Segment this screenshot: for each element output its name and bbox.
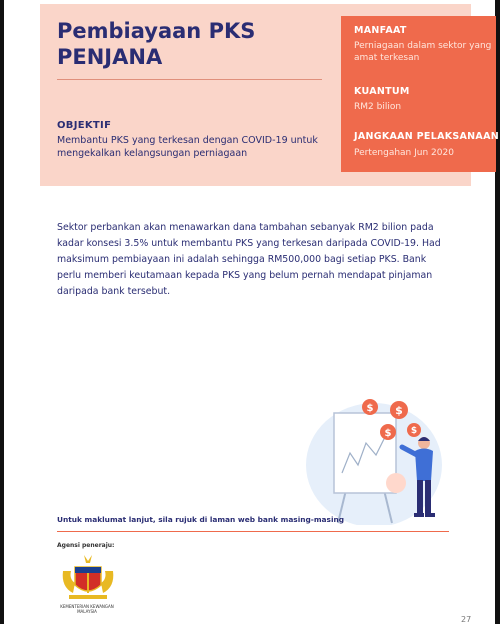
- footer-divider: [57, 531, 449, 532]
- benefit-label: MANFAAT: [354, 25, 407, 36]
- title-divider: [57, 79, 322, 80]
- summary-panel: [341, 16, 499, 172]
- agency-name: KEMENTERIAN KEWANGAN MALAYSIA: [60, 604, 114, 614]
- page-title: Pembiayaan PKS PENJANA: [57, 19, 256, 69]
- quantum-value: RM2 bilion: [354, 102, 402, 112]
- document-page: [4, 0, 499, 624]
- coin-symbol: $: [410, 426, 418, 436]
- agency-label: Agensi peneraju:: [57, 542, 115, 549]
- objective-heading: OBJEKTIF: [57, 120, 112, 131]
- quantum-label: KUANTUM: [354, 86, 410, 97]
- body-paragraph: Sektor perbankan akan menawarkan dana tambahan sebanyak RM2 bilion pada kadar konsesi 3.5% untuk membantu PKS yang terkesan daripada COVID-19. Had maksimum pembiayaan ini adalah sehingga RM500,000 bagi setiap PKS. Bank perlu memberi keutamaan kepada PKS yang belum pernah mendapat pinjaman daripada bank tersebut.: [57, 222, 441, 297]
- objective-text: Membantu PKS yang terkesan dengan COVID-19 untuk mengekalkan kelangsungan perniagaan: [57, 135, 318, 159]
- presenter-illustration: [304, 355, 454, 525]
- coat-of-arms-logo: [59, 553, 117, 603]
- footer-note: Untuk maklumat lanjut, sila rujuk di laman web bank masing-masing: [57, 515, 345, 524]
- coin-symbol: $: [395, 404, 403, 417]
- coin-symbol: $: [366, 403, 374, 414]
- page-number: 27: [461, 615, 472, 624]
- timeline-value: Pertengahan Jun 2020: [354, 148, 454, 158]
- timeline-label: JANGKAAN PELAKSANAAN: [354, 131, 499, 142]
- benefit-value: Perniagaan dalam sektor yang amat terkesan: [354, 41, 492, 63]
- coin-symbol: $: [384, 428, 392, 439]
